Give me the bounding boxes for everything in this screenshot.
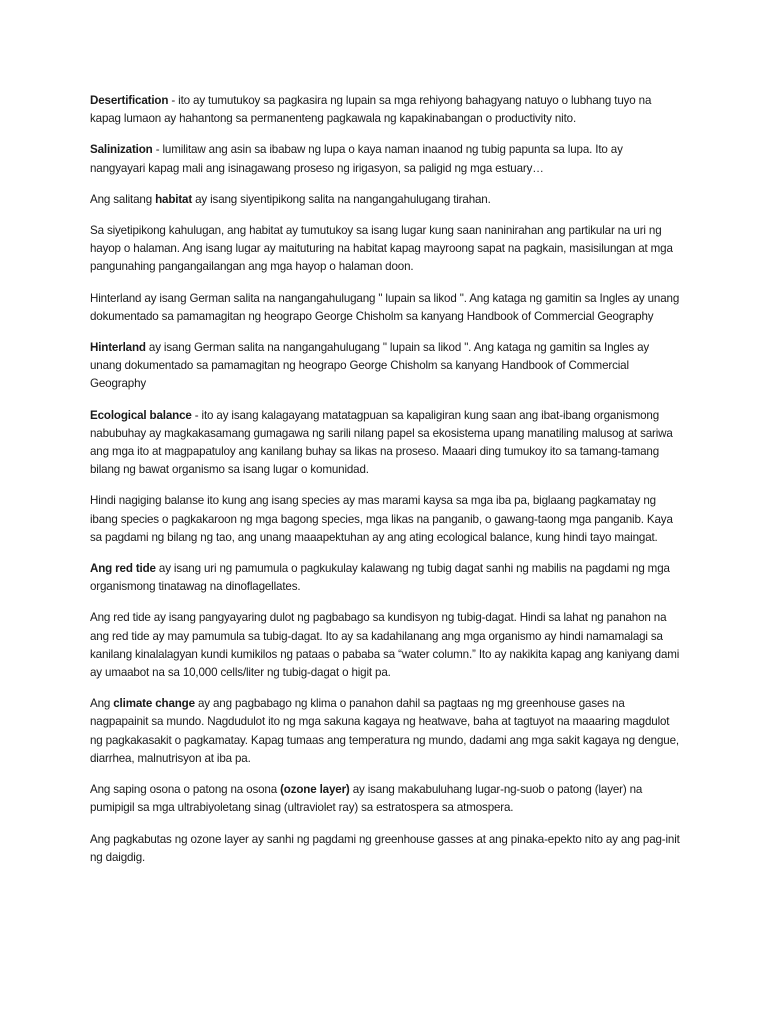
term-desertification: Desertification	[90, 94, 169, 107]
term-habitat: habitat	[155, 192, 193, 206]
paragraph-habitat-meaning	[90, 222, 680, 277]
paragraph-text: Sa siyetipikong kahulugan, ang habitat ay tumutukoy sa isang lugar kung saan naninirahan ang partikular na uri ng hayop o halaman. Ang isang lugar ay maituturing na habitat kapag mayroong sapat na pagkain, masisilungan at mga pangunahing pangangailangan ang mga hayop o halaman doon.	[90, 224, 673, 274]
paragraph-desertification	[90, 92, 680, 128]
term-ozone-layer: (ozone layer)	[280, 783, 350, 797]
definition-text: - lumilitaw ang asin sa ibabaw ng lupa o kaya naman inaanod ng tubig papunta sa lupa. Ito ay nangyayari kapag mali ang isinagawang proseso ng irigasyon, sa paligid ng mga estuary…	[90, 143, 623, 175]
term-hinterland: Hinterland	[90, 341, 146, 355]
paragraph-text: Ang saping osona o patong na osona	[90, 783, 281, 797]
paragraph-ozone-layer	[90, 781, 680, 817]
definition-text: ay isang German salita na nangangahulugang " lupain sa likod ". Ang kataga ng gamitin sa Ingles ay unang dokumentado sa pamamagitan ng heograpo George Chisholm sa kanyang Handbook of Commercial Geography	[90, 341, 650, 391]
paragraph-text: Ang red tide ay isang pangyayaring dulot ng pagbabago sa kundisyon ng tubig-dagat. Hindi sa lahat ng panahon na ang red tide ay may pamumula sa tubig-dagat. Ito ay sa kadahilanang ang mga organismo ay hindi namamalagi sa kanilang kinalalagyan kundi kumikilos ng pataas o pababa sa “water column.” Ito ay nakikita kapag ang kaniyang dami ay umaabot na sa 10,000 cells/liter ng tubig-dagat o higit pa.	[90, 611, 680, 680]
paragraph-text: Ang pagkabutas ng ozone layer ay sanhi ng pagdami ng greenhouse gasses at ang pinaka-epekto nito ay ang pag-init ng daigdig.	[90, 832, 680, 864]
paragraph-text: Hinterland ay isang German salita na nangangahulugang " lupain sa likod ". Ang kataga ng gamitin sa Ingles ay unang dokumentado sa pamamagitan ng heograpo George Chisholm sa kanyang Handbook of Commercial Geography	[90, 291, 680, 323]
definition-text: ay isang uri ng pamumula o pagkukulay kalawang ng tubig dagat sanhi ng mabilis na pagdami ng mga organismong tinatawag na dinoflagellates.	[90, 562, 670, 594]
paragraph-text: Hindi nagiging balanse ito kung ang isang species ay mas marami kaysa sa mga iba pa, biglaang pagkamatay ng ibang species o pagkakaroon ng mga bagong species, mga likas na panganib, o gawang-taong mga panganib. Kaya sa pagdami ng bilang ng tao, ang unang maaapektuhan ay ang ating ecological balance, kung hindi tayo maingat.	[90, 494, 673, 544]
paragraph-hinterland-1	[90, 290, 680, 326]
document-body	[90, 92, 680, 880]
paragraph-balance-disruption	[90, 492, 680, 547]
term-red-tide: Ang red tide	[90, 562, 156, 576]
term-salinization: Salinization	[90, 143, 153, 157]
definition-text: - ito ay tumutukoy sa pagkasira ng lupain sa mga rehiyong bahagyang natuyo o lubhang tuyo na kapag lumaon ay hahantong sa permanenteng pagkawala ng kapakinabangan o productivity nito.	[90, 94, 652, 126]
paragraph-climate-change	[90, 695, 680, 768]
term-ecological-balance: Ecological balance	[90, 408, 192, 422]
paragraph-text: ay isang siyentipikong salita na nangangahulugang tirahan.	[192, 192, 491, 206]
paragraph-text: Ang	[90, 697, 114, 711]
paragraph-ecological-balance	[90, 407, 680, 480]
definition-text: ay ang pagbabago ng klima o panahon dahil sa pagtaas ng mg greenhouse gases na nagpapainit sa mundo. Nagdudulot ito ng mga sakuna kagaya ng heatwave, baha at tagtuyot na maaaring magdulot ng pagkakasakit o pagkamatay. Kapag tumaas ang temperatura ng mundo, dadami ang mga sakit kagaya ng dengue, diarrhea, malnutrisyon at iba pa.	[90, 697, 679, 765]
paragraph-red-tide	[90, 560, 680, 596]
paragraph-text: Ang salitang	[90, 192, 156, 206]
term-climate-change: climate change	[113, 697, 195, 711]
paragraph-ozone-depletion	[90, 831, 680, 867]
paragraph-salinization	[90, 141, 680, 177]
definition-text: ay isang makabuluhang lugar-ng-suob o patong (layer) na pumipigil sa mga ultrabiyoletang sinag (ultraviolet ray) sa estratospera sa atmospera.	[90, 783, 643, 815]
paragraph-red-tide-detail	[90, 609, 680, 682]
paragraph-habitat	[90, 191, 680, 209]
paragraph-hinterland-2	[90, 339, 680, 394]
definition-text: - ito ay isang kalagayang matatagpuan sa kapaligiran kung saan ang ibat-ibang organismong nabubuhay ay magkakasamang gumagawa ng sarili nilang papel sa ekosistema upang manatiling malusog at sariwa ang mga ito at magpapatuloy ang kanilang buhay sa likas na proseso. Maaari ding tumukoy ito sa tamang-tamang bilang ng bawat organismo sa isang lugar o komunidad.	[90, 408, 673, 477]
